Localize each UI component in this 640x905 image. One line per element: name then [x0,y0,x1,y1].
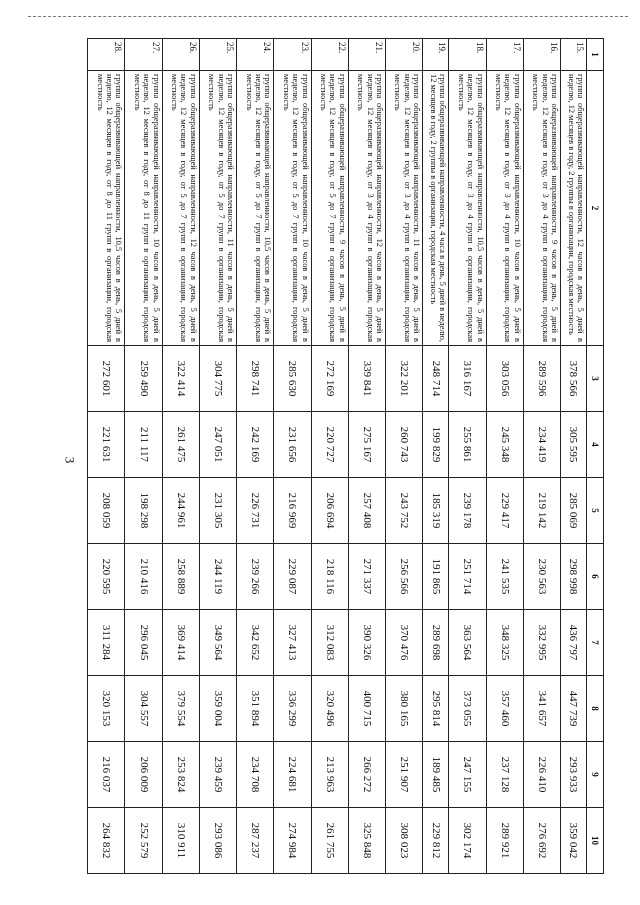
value-cell-col-4: 220 727 [311,412,348,478]
row-description: группа общеразвивающей направленности, 9 часов в день, 5 дней в неделю, 12 месяцев в году, от 5 до 7 групп в организации, городская местность [311,71,348,346]
value-cell-col-4: 275 167 [348,412,385,478]
row-number: 17. [486,39,523,71]
column-header-9: 9 [587,742,604,808]
value-cell-col-9: 253 824 [162,742,199,808]
value-cell-col-8: 373 055 [449,676,486,742]
table-row [237,39,274,874]
value-cell-col-3: 285 630 [274,346,311,412]
value-cell-col-7: 436 797 [560,610,586,676]
value-cell-col-3: 272 169 [311,346,348,412]
value-cell-col-6: 244 119 [199,544,236,610]
value-cell-col-10: 359 042 [560,808,586,874]
value-cell-col-10: 229 812 [423,808,449,874]
value-cell-col-10: 287 237 [237,808,274,874]
table-row [162,39,199,874]
value-cell-col-8: 400 715 [348,676,385,742]
value-cell-col-3: 303 056 [486,346,523,412]
value-cell-col-9: 251 907 [386,742,423,808]
row-description: группа общеразвивающей направленности, 12 часов в день, 5 дней в неделю, 12 месяцев в году, от 5 до 7 групп в организации, городская местность [162,71,199,346]
value-cell-col-4: 221 631 [88,412,125,478]
table-row [125,39,162,874]
table-row [348,39,385,874]
value-cell-col-8: 320 153 [88,676,125,742]
value-cell-col-5: 257 408 [348,478,385,544]
row-number: 27. [125,39,162,71]
value-cell-col-8: 379 554 [162,676,199,742]
column-header-5: 5 [587,478,604,544]
table-row [523,39,560,874]
value-cell-col-5: 229 417 [486,478,523,544]
row-number: 16. [523,39,560,71]
rotated-table-area [87,38,604,873]
column-header-2: 2 [587,71,604,346]
row-description: группа общеразвивающей направленности, 10,5 часов в день, 5 дней в неделю, 12 месяцев в году, от 5 до 7 групп в организации, городская местность [237,71,274,346]
value-cell-col-3: 304 775 [199,346,236,412]
row-number: 15. [560,39,586,71]
value-cell-col-6: 258 889 [162,544,199,610]
table-row [449,39,486,874]
table-row [386,39,423,874]
value-cell-col-4: 234 419 [523,412,560,478]
value-cell-col-9: 237 128 [486,742,523,808]
value-cell-col-7: 363 564 [449,610,486,676]
value-cell-col-6: 220 595 [88,544,125,610]
value-cell-col-4: 261 475 [162,412,199,478]
value-cell-col-6: 271 337 [348,544,385,610]
value-cell-col-9: 224 681 [274,742,311,808]
value-cell-col-8: 320 496 [311,676,348,742]
value-cell-col-10: 310 911 [162,808,199,874]
row-number: 19. [423,39,449,71]
value-cell-col-6: 218 116 [311,544,348,610]
value-cell-col-7: 311 284 [88,610,125,676]
row-number: 21. [348,39,385,71]
value-cell-col-5: 226 731 [237,478,274,544]
value-cell-col-10: 302 174 [449,808,486,874]
value-cell-col-3: 259 490 [125,346,162,412]
value-cell-col-6: 239 266 [237,544,274,610]
value-cell-col-4: 305 595 [560,412,586,478]
value-cell-col-4: 242 169 [237,412,274,478]
value-cell-col-3: 316 167 [449,346,486,412]
value-cell-col-9: 234 708 [237,742,274,808]
value-cell-col-10: 325 848 [348,808,385,874]
row-number: 18. [449,39,486,71]
row-description: группа общеразвивающей направленности, 9 часов в день, 5 дней в неделю, 12 месяцев в году, от 3 до 4 групп в организации, городская местность [523,71,560,346]
value-cell-col-9: 247 155 [449,742,486,808]
value-cell-col-3: 339 841 [348,346,385,412]
column-header-6: 6 [587,544,604,610]
value-cell-col-7: 332 995 [523,610,560,676]
value-cell-col-10: 276 692 [523,808,560,874]
row-description: группа общеразвивающей направленности, 11 часов в день, 5 дней в неделю, 12 месяцев в году, от 5 до 7 групп в организации, городская местность [199,71,236,346]
value-cell-col-6: 298 998 [560,544,586,610]
value-cell-col-5: 206 694 [311,478,348,544]
row-number: 26. [162,39,199,71]
value-cell-col-3: 322 201 [386,346,423,412]
column-header-4: 4 [587,412,604,478]
value-cell-col-7: 312 083 [311,610,348,676]
page-number: 3 [62,456,78,464]
column-header-8: 8 [587,676,604,742]
value-cell-col-7: 370 476 [386,610,423,676]
value-cell-col-7: 289 698 [423,610,449,676]
value-cell-col-9: 266 272 [348,742,385,808]
value-cell-col-8: 336 299 [274,676,311,742]
row-description: группа общеразвивающей направленности, 12 часов в день, 5 дней в неделю, 12 месяцев в году, от 3 до 4 групп в организации, городская местность [348,71,385,346]
value-cell-col-5: 198 298 [125,478,162,544]
table-row [88,39,125,874]
row-description: группа общеразвивающей направленности, 11 часов в день, 5 дней в неделю, 12 месяцев в году, от 3 до 4 групп в организации, городская местность [386,71,423,346]
top-dashed-rule [28,16,628,17]
value-cell-col-8: 341 657 [523,676,560,742]
table-row [199,39,236,874]
value-cell-col-4: 247 051 [199,412,236,478]
row-description: группа общеразвивающей направленности, 12 часов в день, 5 дней в неделю, 12 месяцев в году, 2 группы в организации, городская местность [560,71,586,346]
value-cell-col-5: 243 752 [386,478,423,544]
value-cell-col-8: 295 814 [423,676,449,742]
value-cell-col-7: 349 564 [199,610,236,676]
value-cell-col-8: 304 557 [125,676,162,742]
value-cell-col-6: 241 535 [486,544,523,610]
value-cell-col-3: 298 741 [237,346,274,412]
row-number: 28. [88,39,125,71]
value-cell-col-5: 239 178 [449,478,486,544]
value-cell-col-8: 380 165 [386,676,423,742]
value-cell-col-5: 244 961 [162,478,199,544]
value-cell-col-9: 293 933 [560,742,586,808]
value-cell-col-3: 322 414 [162,346,199,412]
value-cell-col-5: 285 069 [560,478,586,544]
column-header-1: 1 [587,39,604,71]
value-cell-col-10: 289 921 [486,808,523,874]
table-row [274,39,311,874]
row-description: группа общеразвивающей направленности, 10 часов в день, 5 дней в неделю, 12 месяцев в году, от 3 до 4 групп в организации, городская местность [486,71,523,346]
value-cell-col-7: 390 326 [348,610,385,676]
value-cell-col-3: 248 714 [423,346,449,412]
row-number: 22. [311,39,348,71]
value-cell-col-5: 208 059 [88,478,125,544]
table-rotator [87,38,604,873]
value-cell-col-10: 261 755 [311,808,348,874]
value-cell-col-4: 245 348 [486,412,523,478]
value-cell-col-9: 216 037 [88,742,125,808]
value-cell-col-9: 226 410 [523,742,560,808]
value-cell-col-9: 189 485 [423,742,449,808]
value-cell-col-8: 351 894 [237,676,274,742]
column-header-7: 7 [587,610,604,676]
value-cell-col-5: 231 305 [199,478,236,544]
row-description: группа общеразвивающей направленности, 10,5 часов в день, 5 дней в неделю, 12 месяцев в году, от 8 до 11 групп в организации, городская местность [88,71,125,346]
tariff-table [87,38,604,874]
value-cell-col-7: 296 045 [125,610,162,676]
value-cell-col-6: 256 566 [386,544,423,610]
value-cell-col-4: 260 743 [386,412,423,478]
value-cell-col-4: 211 117 [125,412,162,478]
row-description: группа общеразвивающей направленности, 10 часов в день, 5 дней в неделю, 12 месяцев в году, от 5 до 7 групп в организации, городская местность [274,71,311,346]
value-cell-col-4: 231 656 [274,412,311,478]
value-cell-col-10: 308 023 [386,808,423,874]
table-row [486,39,523,874]
column-header-10: 10 [587,808,604,874]
table-row [311,39,348,874]
value-cell-col-5: 216 969 [274,478,311,544]
value-cell-col-6: 210 416 [125,544,162,610]
value-cell-col-5: 219 142 [523,478,560,544]
value-cell-col-5: 185 319 [423,478,449,544]
row-description: группа общеразвивающей направленности, 4 часа в день, 5 дней в неделю, 12 месяцев в году, 2 группы в организации, городская местность [423,71,449,346]
value-cell-col-4: 255 861 [449,412,486,478]
value-cell-col-3: 289 596 [523,346,560,412]
table-row [560,39,586,874]
value-cell-col-9: 239 459 [199,742,236,808]
value-cell-col-6: 191 865 [423,544,449,610]
table-row [423,39,449,874]
value-cell-col-9: 206 009 [125,742,162,808]
value-cell-col-10: 264 832 [88,808,125,874]
value-cell-col-6: 251 714 [449,544,486,610]
value-cell-col-3: 378 566 [560,346,586,412]
value-cell-col-8: 357 460 [486,676,523,742]
row-number: 23. [274,39,311,71]
value-cell-col-10: 274 984 [274,808,311,874]
value-cell-col-7: 369 414 [162,610,199,676]
row-number: 20. [386,39,423,71]
value-cell-col-6: 230 563 [523,544,560,610]
column-header-3: 3 [587,346,604,412]
header-row [587,39,604,874]
row-description: группа общеразвивающей направленности, 10,5 часов в день, 5 дней в неделю, 12 месяцев в году, от 3 до 4 групп в организации, городская местность [449,71,486,346]
value-cell-col-7: 327 413 [274,610,311,676]
value-cell-col-8: 447 739 [560,676,586,742]
value-cell-col-7: 348 325 [486,610,523,676]
value-cell-col-4: 199 829 [423,412,449,478]
value-cell-col-7: 342 652 [237,610,274,676]
value-cell-col-6: 229 087 [274,544,311,610]
value-cell-col-10: 293 086 [199,808,236,874]
row-description: группа общеразвивающей направленности, 10 часов в день, 5 дней в неделю, 12 месяцев в году, от 8 до 11 групп в организации, городская местность [125,71,162,346]
value-cell-col-10: 252 579 [125,808,162,874]
value-cell-col-3: 272 601 [88,346,125,412]
value-cell-col-9: 213 963 [311,742,348,808]
table-body [88,39,587,874]
row-number: 24. [237,39,274,71]
row-number: 25. [199,39,236,71]
value-cell-col-8: 359 004 [199,676,236,742]
